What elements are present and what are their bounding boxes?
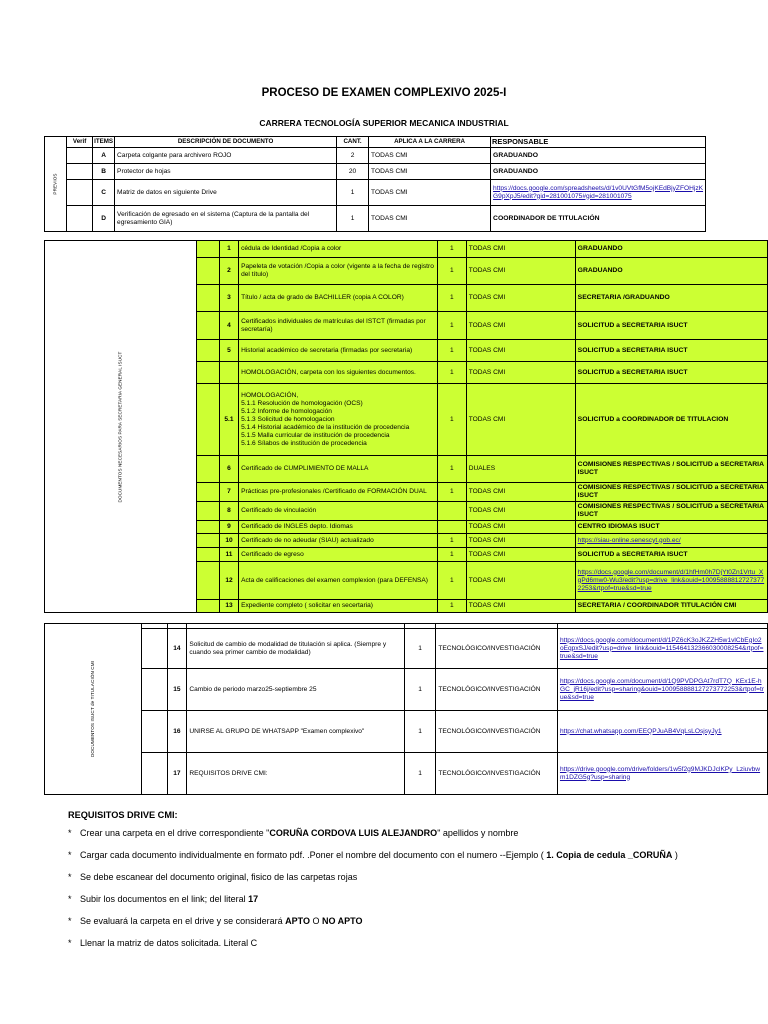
desc-cell: [239, 384, 438, 456]
col-header-aplica: APLICA A LA CARRERA: [369, 137, 491, 148]
item-cell: 17: [167, 753, 187, 795]
desc-line: 5.1.4 Historial académico de la institución de procedencia: [241, 423, 410, 431]
note-bold: 1. Copia de cedula _CORUÑA: [546, 850, 673, 860]
verif-cell[interactable]: [196, 534, 219, 548]
col-header-cant: CANT.: [337, 137, 369, 148]
acta-link[interactable]: https://docs.google.com/document/d/1hfHm0h7DjYt0Zn1Vrtu_XgPd6mw0-Wu3/edit?usp=drive_link&ouid=100958888127273772253&rtpof=true&sd=true: [575, 562, 767, 600]
desc-cell: Papeleta de votación /Copia a color (vigente a la fecha de registro del título): [239, 258, 438, 285]
resp-cell: SOLICITUD a SECRETARIA ISUCT: [575, 312, 767, 340]
desc-line: 5.1.6 Sílabos de institución de procedencia: [241, 439, 367, 447]
cant-cell: 1: [337, 206, 369, 232]
verif-cell[interactable]: [196, 362, 219, 384]
aplica-cell: TODAS CMI: [466, 600, 575, 613]
desc-cell: Carpeta colgante para archivero ROJO: [115, 148, 337, 164]
aplica-cell: TODAS CMI: [466, 285, 575, 312]
verif-cell[interactable]: [196, 312, 219, 340]
verif-cell[interactable]: [67, 206, 93, 232]
cant-cell: 1: [438, 258, 467, 285]
item-cell: 7: [219, 483, 238, 502]
verif-cell[interactable]: [142, 753, 167, 795]
cant-cell: 1: [438, 241, 467, 258]
cant-cell: 1: [438, 285, 467, 312]
table-previos: [44, 136, 706, 232]
item-cell: 3: [219, 285, 238, 312]
note-line: [68, 893, 758, 915]
desc-cell: Protector de hojas: [115, 164, 337, 180]
table-row: [45, 206, 706, 232]
item-cell: 11: [219, 548, 238, 562]
note-bold: NO APTO: [322, 916, 363, 926]
note-line: [68, 915, 758, 937]
item-cell: 12: [219, 562, 238, 600]
cant-cell: 1: [438, 456, 467, 483]
item-cell: 4: [219, 312, 238, 340]
item-cell: 2: [219, 258, 238, 285]
bullet-icon: *: [68, 938, 72, 948]
item-cell: 6: [219, 456, 238, 483]
resp-cell: GRADUANDO: [575, 258, 767, 285]
table-row: [45, 148, 706, 164]
note-line: [68, 937, 758, 959]
table-row: [45, 711, 768, 753]
item-cell: 8: [219, 502, 238, 521]
resp-cell: SOLICITUD a COORDINADOR DE TITULACION: [575, 384, 767, 456]
note-text: Cargar cada documento individualmente en formato pdf. .Poner el nombre del documento con el numero --Ejemplo (: [80, 850, 547, 860]
verif-cell[interactable]: [142, 669, 167, 711]
side-label: PREVIOS: [45, 137, 67, 232]
item-cell: D: [93, 206, 115, 232]
desc-cell: Matriz de datos en siguiente Drive: [115, 180, 337, 206]
table-row: [45, 669, 768, 711]
note-bold: CORUÑA CORDOVA LUIS ALEJANDRO: [269, 828, 438, 838]
cant-cell: 20: [337, 164, 369, 180]
aplica-cell: TODAS CMI: [466, 502, 575, 521]
bullet-icon: *: [68, 850, 72, 860]
verif-cell[interactable]: [196, 502, 219, 521]
cant-cell: 1: [438, 362, 467, 384]
verif-cell[interactable]: [196, 548, 219, 562]
cant-cell: 1: [438, 548, 467, 562]
note-text: " apellidos y nombre: [437, 828, 519, 838]
desc-cell: HOMOLOGACIÓN, carpeta con los siguientes documentos.: [239, 362, 438, 384]
verif-cell[interactable]: [142, 629, 167, 669]
item-cell: C: [93, 180, 115, 206]
item-cell: 15: [167, 669, 187, 711]
verif-cell[interactable]: [196, 241, 219, 258]
aplica-cell: TODAS CMI: [369, 164, 491, 180]
col-header-resp: RESPONSABLE: [491, 137, 706, 148]
cant-cell: 1: [337, 180, 369, 206]
note-text: ): [672, 850, 678, 860]
aplica-cell: TECNOLÓGICO/INVESTIGACIÓN: [436, 629, 558, 669]
desc-line: 5.1.3 Solicitud de homologacion: [241, 415, 335, 423]
item-cell: 16: [167, 711, 187, 753]
note-text: Se debe escanear del documento original, fisico de las carpetas rojas: [80, 872, 358, 882]
aplica-cell: TODAS CMI: [466, 384, 575, 456]
desc-cell: Certificados individuales de matrículas del ISTCT (firmadas por secretaría): [239, 312, 438, 340]
drive-link[interactable]: https://drive.google.com/drive/folders/1w5f2g9MJKDJclKPy_Lziuvbwm1DZG5g?usp=sharing: [557, 753, 767, 795]
aplica-cell: TODAS CMI: [466, 241, 575, 258]
verif-cell[interactable]: [196, 600, 219, 613]
resp-cell: GRADUANDO: [491, 148, 706, 164]
note-text: Llenar la matriz de datos solicitada. Literal C: [80, 938, 258, 948]
item-cell: 5.1: [219, 384, 238, 456]
aplica-cell: TODAS CMI: [466, 312, 575, 340]
aplica-cell: TODAS CMI: [466, 258, 575, 285]
desc-cell: Título / acta de grado de BACHILLER (copia A COLOR): [239, 285, 438, 312]
cant-cell: 1: [404, 711, 435, 753]
note-text: Crear una carpeta en el drive correspondiente ": [80, 828, 270, 838]
side-label: DOCUMENTOS NECESARIOS PARA SECRETARIA GENERAL ISUCT: [45, 241, 197, 613]
whatsapp-link[interactable]: https://chat.whatsapp.com/EEQPJuAB4VqLsLOsjsyJy1: [557, 711, 767, 753]
verif-cell[interactable]: [196, 340, 219, 362]
desc-cell: Certificado de vinculación: [239, 502, 438, 521]
resp-cell: COMISIONES RESPECTIVAS / SOLICITUD a SECRETARIA ISUCT: [575, 456, 767, 483]
item-cell: 5: [219, 340, 238, 362]
item-cell: 14: [167, 629, 187, 669]
desc-cell: REQUISITOS DRIVE CMI:: [187, 753, 405, 795]
cant-cell: [438, 521, 467, 534]
verif-cell[interactable]: [196, 258, 219, 285]
cant-cell: 1: [438, 534, 467, 548]
aplica-cell: TODAS CMI: [369, 206, 491, 232]
note-text: Subir los documentos en el link; del literal: [80, 894, 249, 904]
periodo-link[interactable]: https://docs.google.com/document/d/1Q9PVDPGAt7rdT7Q_KEx1E-hGC_jR16j/edit?usp=sharing&ouid=100958888127273772253&rtpof=true&sd=true: [557, 669, 767, 711]
aplica-cell: TODAS CMI: [466, 521, 575, 534]
cant-cell: [438, 502, 467, 521]
aplica-cell: TODAS CMI: [466, 483, 575, 502]
bullet-icon: *: [68, 916, 72, 926]
item-cell: 10: [219, 534, 238, 548]
col-header-desc: DESCRIPCIÓN DE DOCUMENTO: [115, 137, 337, 148]
note-line: [68, 871, 758, 893]
note-text: O: [310, 916, 323, 926]
desc-cell: Certificado de INGLES depto. Idiomas: [239, 521, 438, 534]
item-cell: [219, 362, 238, 384]
solicitud-link[interactable]: https://docs.google.com/document/d/1PZ6cK3oJKZZH5w1vlCbEgIo2oEqpxSJ/edit?usp=drive_link&ouid=115464132366030008254&rtpof=true&sd=true: [557, 629, 767, 669]
verif-cell[interactable]: [196, 562, 219, 600]
desc-cell: Certificado de CUMPLIMIENTO DE MALLA: [239, 456, 438, 483]
aplica-cell: TODAS CMI: [466, 362, 575, 384]
note-line: [68, 827, 758, 849]
aplica-cell: TODAS CMI: [369, 148, 491, 164]
aplica-cell: TODAS CMI: [466, 340, 575, 362]
desc-cell: Prácticas pre-profesionales /Certificado de FORMACIÓN DUAL: [239, 483, 438, 502]
item-cell: A: [93, 148, 115, 164]
col-header-items: ITEMS: [93, 137, 115, 148]
col-header-verif: Verif: [67, 137, 93, 148]
desc-line: HOMOLOGACIÓN,: [241, 391, 299, 399]
cant-cell: 1: [404, 669, 435, 711]
table-row: [45, 753, 768, 795]
table-row: [45, 241, 768, 258]
resp-cell: SECRETARIA /GRADUANDO: [575, 285, 767, 312]
desc-cell: Certificado de egreso: [239, 548, 438, 562]
resp-cell: COMISIONES RESPECTIVAS / SOLICITUD a SECRETARIA ISUCT: [575, 502, 767, 521]
bullet-icon: *: [68, 894, 72, 904]
note-bold: 17: [248, 894, 259, 904]
cant-cell: 1: [438, 312, 467, 340]
desc-cell: Acta de calificaciones del examen complexion (para DEFENSA): [239, 562, 438, 600]
cant-cell: 1: [438, 600, 467, 613]
table-row: [45, 180, 706, 206]
note-bold: APTO: [285, 916, 310, 926]
desc-cell: Solicitud de cambio de modalidad de titulación si aplica. (Siempre y cuando sea primer cambio de modalidad): [187, 629, 405, 669]
table-row: [45, 629, 768, 669]
page-title: PROCESO DE EXAMEN COMPLEXIVO 2025-I: [261, 87, 507, 99]
desc-line: 5.1.2 Informe de homologación: [241, 407, 332, 415]
aplica-cell: TODAS CMI: [466, 562, 575, 600]
bullet-icon: *: [68, 828, 72, 838]
siau-link[interactable]: https://siau-online.senescyt.gob.ec/: [575, 534, 767, 548]
resp-cell: CENTRO IDIOMAS ISUCT: [575, 521, 767, 534]
item-cell: B: [93, 164, 115, 180]
verif-cell[interactable]: [67, 164, 93, 180]
table-titulacion: [44, 623, 768, 795]
table-row: [45, 164, 706, 180]
note-text: Se evaluará la carpeta en el drive y se considerará: [80, 916, 286, 926]
matriz-link[interactable]: https://docs.google.com/spreadsheets/d/1v0UVtGfM5ojKEdBjyZFOHjzKG9pXpJ5/edit?gid=281001075#gid=281001075: [491, 180, 706, 206]
table-secretaria: [44, 240, 768, 613]
cant-cell: 1: [438, 483, 467, 502]
side-label: DOCUMENTOS ISUCT de TITULACIÓN CMI: [45, 624, 142, 795]
cant-cell: 2: [337, 148, 369, 164]
item-cell: 13: [219, 600, 238, 613]
verif-cell[interactable]: [196, 483, 219, 502]
aplica-cell: TODAS CMI: [466, 534, 575, 548]
resp-cell: GRADUANDO: [575, 241, 767, 258]
verif-cell[interactable]: [196, 456, 219, 483]
desc-cell: UNIRSE AL GRUPO DE WHATSAPP "Examen complexivo": [187, 711, 405, 753]
note-line: [68, 849, 758, 871]
requisitos-notes: [68, 810, 758, 959]
cant-cell: 1: [404, 629, 435, 669]
aplica-cell: DUALES: [466, 456, 575, 483]
desc-cell: Expediente completo ( solicitar en secertaria): [239, 600, 438, 613]
verif-cell[interactable]: [142, 711, 167, 753]
verif-cell[interactable]: [196, 285, 219, 312]
aplica-cell: TODAS CMI: [466, 548, 575, 562]
aplica-cell: TECNOLÓGICO/INVESTIGACIÓN: [436, 753, 558, 795]
notes-heading: REQUISITOS DRIVE CMI:: [68, 810, 178, 820]
resp-cell: COORDINADOR DE TITULACIÓN: [491, 206, 706, 232]
page-subtitle: CARRERA TECNOLOGÍA SUPERIOR MECANICA INDUSTRIAL: [259, 118, 509, 128]
resp-cell: GRADUANDO: [491, 164, 706, 180]
cant-cell: 1: [438, 562, 467, 600]
aplica-cell: TECNOLÓGICO/INVESTIGACIÓN: [436, 669, 558, 711]
desc-cell: cédula de Identidad /Copia a color: [239, 241, 438, 258]
verif-cell[interactable]: [67, 148, 93, 164]
bullet-icon: *: [68, 872, 72, 882]
resp-cell: SECRETARIA / COORDINADOR TITULACIÓN CMI: [575, 600, 767, 613]
aplica-cell: TECNOLÓGICO/INVESTIGACIÓN: [436, 711, 558, 753]
resp-cell: COMISIONES RESPECTIVAS / SOLICITUD a SECRETARIA ISUCT: [575, 483, 767, 502]
verif-cell[interactable]: [196, 521, 219, 534]
desc-cell: Verificación de egresado en el sistema (Captura de la pantalla del egresamiento GIA): [115, 206, 337, 232]
desc-cell: Historial académico de secretaria (firmadas por secretaria): [239, 340, 438, 362]
resp-cell: SOLICITUD a SECRETARIA ISUCT: [575, 362, 767, 384]
desc-line: 5.1.1 Resolución de homologación (OCS): [241, 399, 363, 407]
desc-cell: Certificado de no adeudar (SIAU) actualizado: [239, 534, 438, 548]
verif-cell[interactable]: [196, 384, 219, 456]
desc-cell: Cambio de periodo marzo25-septiembre 25: [187, 669, 405, 711]
resp-cell: SOLICITUD a SECRETARIA ISUCT: [575, 340, 767, 362]
aplica-cell: TODAS CMI: [369, 180, 491, 206]
verif-cell[interactable]: [67, 180, 93, 206]
item-cell: 1: [219, 241, 238, 258]
item-cell: 9: [219, 521, 238, 534]
cant-cell: 1: [404, 753, 435, 795]
cant-cell: 1: [438, 384, 467, 456]
resp-cell: SOLICITUD a SECRETARIA ISUCT: [575, 548, 767, 562]
desc-line: 5.1.5 Malla curricular de institución de procedencia: [241, 431, 390, 439]
cant-cell: 1: [438, 340, 467, 362]
